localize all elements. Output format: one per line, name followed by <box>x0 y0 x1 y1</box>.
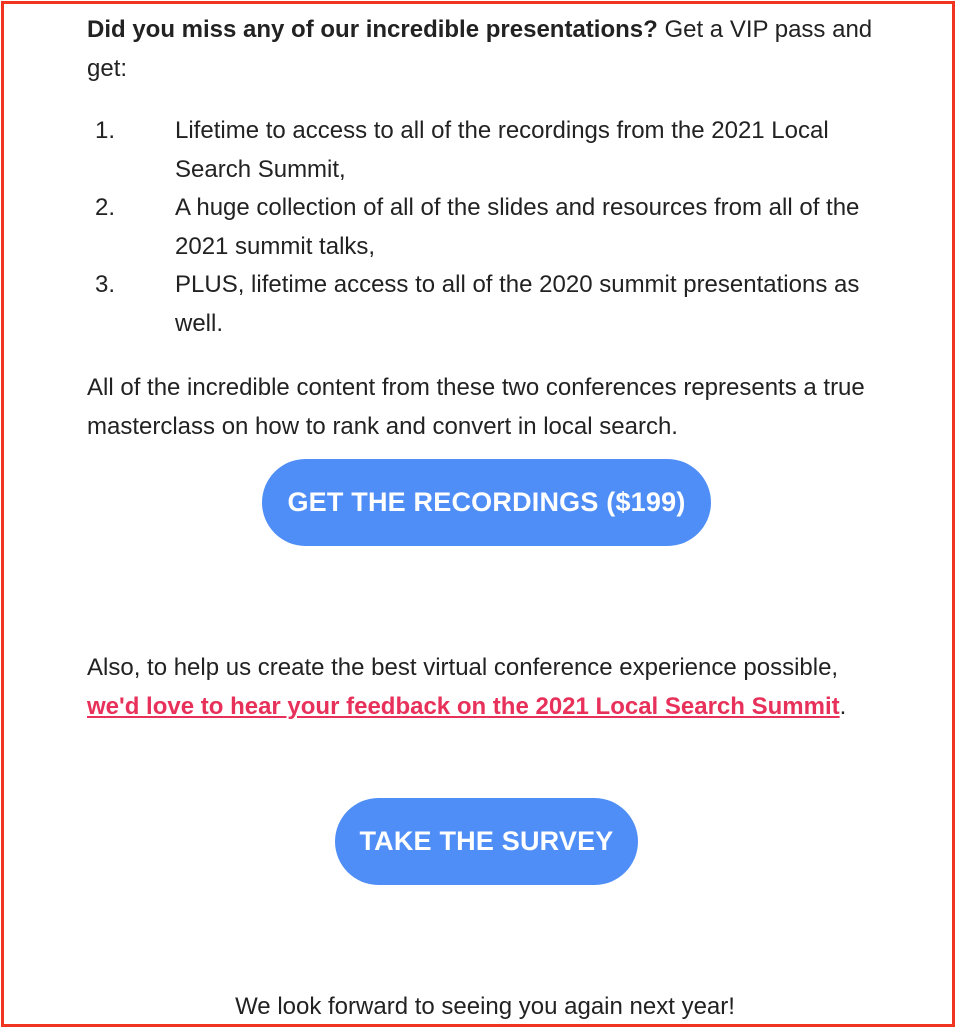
list-item <box>87 189 895 266</box>
email-frame <box>1 1 955 1027</box>
get-recordings-button[interactable]: GET THE RECORDINGS ($199) <box>262 459 711 546</box>
content-paragraph: All of the incredible content from these two conferences represents a true masterclass on how to rank and convert in local search. <box>87 374 865 440</box>
feedback-paragraph <box>87 648 892 726</box>
list-item-number: 1. <box>95 117 116 144</box>
list-item-text: PLUS, lifetime access to all of the 2020 summit presentations as well. <box>175 271 860 337</box>
list-item <box>87 266 895 343</box>
list-item-number: 3. <box>95 271 116 298</box>
intro-paragraph <box>87 10 887 88</box>
intro-bold-text: Did you miss any of our incredible presentations? <box>87 16 658 43</box>
feedback-trailing-text: . <box>839 693 847 720</box>
list-item-number: 2. <box>95 194 116 221</box>
take-survey-button[interactable]: TAKE THE SURVEY <box>335 798 638 885</box>
feedback-link[interactable]: we'd love to hear your feedback on the 2021 Local Search Summit <box>87 693 840 720</box>
closing-text: We look forward to seeing you again next year! <box>235 993 735 1020</box>
list-item-text: Lifetime to access to all of the recordings from the 2021 Local Search Summit, <box>175 117 829 183</box>
feedback-lead-text: Also, to help us create the best virtual conference experience possible, <box>87 654 839 681</box>
intro-rest-text: Get a VIP pass and get: <box>87 16 873 82</box>
list-item-text: A huge collection of all of the slides and resources from all of the 2021 summit talks, <box>175 194 860 260</box>
list-item <box>87 112 895 189</box>
vip-benefits-list <box>87 112 892 343</box>
